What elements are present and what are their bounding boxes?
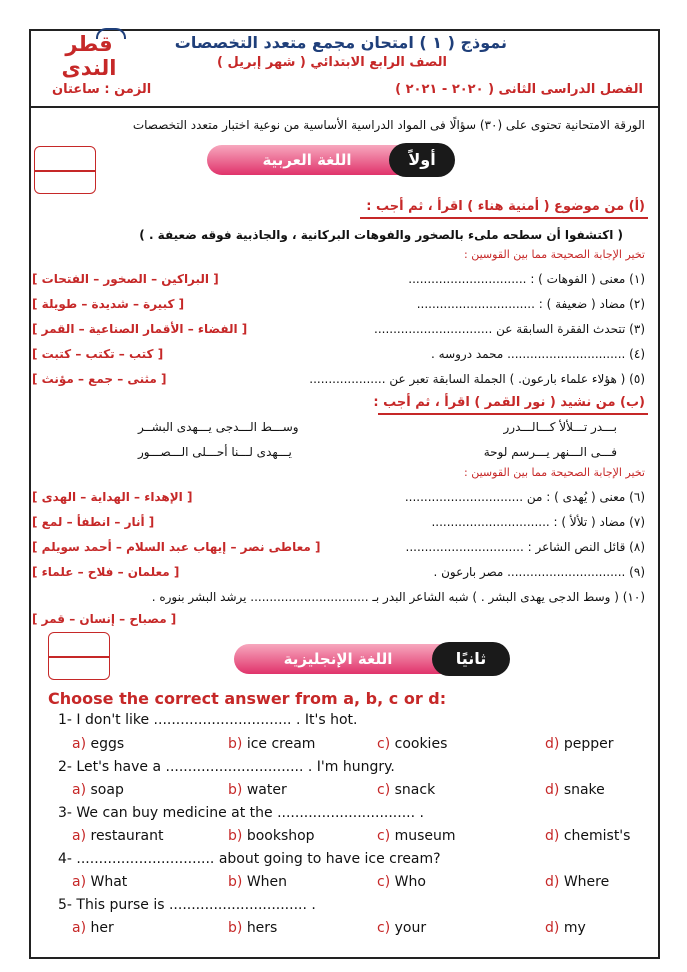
english-section-title: اللغة الإنجليزية <box>283 650 393 668</box>
verse-1-left: وســـط الـــدجى يـــهدى البشــر <box>138 420 299 434</box>
question-3: (٣) تتحدث الفقرة السابقة عن ............................... <box>374 322 645 336</box>
eng-question-3: 3- We can buy medicine at the ............................... . <box>58 805 424 821</box>
logo-text: قطر الندى <box>61 32 117 80</box>
eng-question-1: 1- I don't like ............................... . It's hot. <box>58 712 358 728</box>
verse-2-right: فـــى الـــنهر يـــرسم لوحة <box>483 445 617 459</box>
term-label: الفصل الدراسى الثانى ( ٢٠٢٠ - ٢٠٢١ ) <box>395 82 643 97</box>
publisher-logo <box>40 32 138 80</box>
eng-option-4a: a) What <box>72 874 128 890</box>
header-divider <box>29 106 660 108</box>
options-10: [ مصباح – إنسان – قمر ] <box>32 612 177 626</box>
instruction-b: تخير الإجابة الصحيحة مما بين القوسين : <box>464 466 645 479</box>
exam-title: نموذج ( ١ ) امتحان مجمع متعدد التخصصات <box>174 33 507 52</box>
part-a-underline <box>360 217 648 219</box>
question-9: (٩) ............................... مصر بارعون . <box>433 565 645 579</box>
time-label <box>52 82 151 97</box>
english-section-banner <box>234 644 506 674</box>
options-9: [ معلمان – فلاح – علماء ] <box>32 565 180 579</box>
options-6: [ الإهداء – الهداية – الهدى ] <box>32 490 193 504</box>
eng-option-2b: b) water <box>228 782 287 798</box>
eng-option-1c: c) cookies <box>377 736 448 752</box>
arabic-section-title: اللغة العربية <box>262 151 352 169</box>
eng-option-4d: d) Where <box>545 874 610 890</box>
options-7: [ أنار – انطفأ – لمع ] <box>32 515 155 529</box>
question-2: (٢) مضاد ( ضعيفة ) : ............................... <box>416 297 645 311</box>
verse-2-left: يـــهدى لـــنا أحـــلى الـــصـــور <box>138 445 292 459</box>
eng-option-1a: a) eggs <box>72 736 125 752</box>
eng-question-2: 2- Let's have a ............................... . I'm hungry. <box>58 759 395 775</box>
eng-question-4: 4- ............................... about going to have ice cream? <box>58 851 441 867</box>
question-7: (٧) مضاد ( تلألأ ) : ............................... <box>431 515 645 529</box>
eng-question-5: 5- This purse is ............................... . <box>58 897 316 913</box>
part-a-heading: (أ) من موضوع ( أمنية هناء ) اقرأ ، ثم أجب : <box>366 199 645 214</box>
question-1: (١) معنى ( الفوهات ) : ............................... <box>408 272 645 286</box>
eng-option-5c: c) your <box>377 920 427 936</box>
part-b-heading: (ب) من نشيد ( نور القمر ) اقرأ ، ثم أجب : <box>373 395 645 410</box>
exam-intro: الورقة الامتحانية تحتوى على (٣٠) سؤالًا فى المواد الدراسية الأساسية من نوعية اختبار متعدد التخصصات <box>132 118 645 132</box>
eng-option-3b: b) bookshop <box>228 828 315 844</box>
question-6: (٦) معنى ( يُهدى ) : من ............................... <box>404 490 645 504</box>
eng-option-5a: a) her <box>72 920 114 936</box>
eng-option-5b: b) hers <box>228 920 278 936</box>
question-5: (٥) ( هؤلاء علماء بارعون. ) الجملة السابقة تعبر عن .................... <box>309 372 645 386</box>
question-10: (١٠) ( وسط الدجى يهدى البشر . ) شبه الشاعر البدر بـ ............................... يرشد البشر بنوره . <box>151 590 645 604</box>
eng-option-3a: a) restaurant <box>72 828 164 844</box>
question-8: (٨) قائل النص الشاعر : ............................... <box>405 540 645 554</box>
options-2: [ كبيرة – شديدة – طويلة ] <box>32 297 185 311</box>
instruction-a: تخير الإجابة الصحيحة مما بين القوسين : <box>464 248 645 261</box>
english-heading: Choose the correct answer from a, b, c or d: <box>48 689 447 708</box>
score-box-arabic <box>34 146 96 194</box>
eng-option-4b: b) When <box>228 874 288 890</box>
passage-a: ( اكتشفوا أن سطحه ملىء بالصخور والفوهات البركانية ، والجاذبية فوقه ضعيفة . ) <box>139 228 623 242</box>
options-4: [ كتب – تكتب – كتبت ] <box>32 347 164 361</box>
part-b-underline <box>378 413 648 415</box>
eng-option-4c: c) Who <box>377 874 426 890</box>
question-4: (٤) ............................... محمد دروسه . <box>431 347 645 361</box>
eng-option-5d: d) my <box>545 920 586 936</box>
eng-option-2c: c) snack <box>377 782 436 798</box>
eng-option-1d: d) pepper <box>545 736 614 752</box>
options-3: [ الفضاء – الأقمار الصناعية – القمر ] <box>32 322 248 336</box>
time-text: الزمن : ساعتان <box>52 82 152 97</box>
arabic-section-banner <box>207 145 451 175</box>
eng-option-3c: c) museum <box>377 828 456 844</box>
options-8: [ معاطى نصر – إيهاب عبد السلام – أحمد سويلم ] <box>32 540 321 554</box>
score-box-english <box>48 632 110 680</box>
eng-option-2d: d) snake <box>545 782 605 798</box>
eng-option-2a: a) soap <box>72 782 124 798</box>
eng-option-1b: b) ice cream <box>228 736 316 752</box>
arabic-section-number: أولاً <box>389 143 455 177</box>
verse-1-right: بـــدر تـــلألأ كـــالـــدرر <box>503 420 617 434</box>
eng-option-3d: d) chemist's <box>545 828 631 844</box>
options-1: [ البراكين – الصخور – الفتحات ] <box>32 272 219 286</box>
options-5: [ مثنى – جمع – مؤنث ] <box>32 372 167 386</box>
grade-label: الصف الرابع الابتدائي ( شهر إبريل ) <box>217 55 447 70</box>
english-section-number: ثانيًا <box>432 642 510 676</box>
logo-crown-icon <box>96 28 126 39</box>
